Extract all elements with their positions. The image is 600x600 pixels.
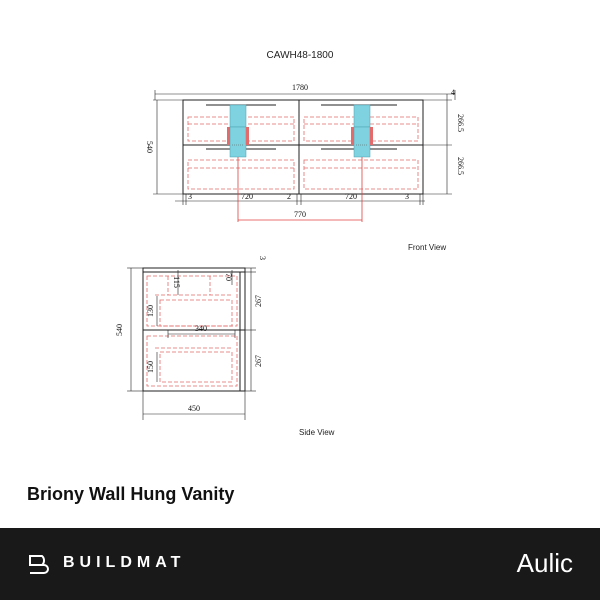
dim-right-drawer-width: 720 (345, 192, 357, 201)
product-title: Briony Wall Hung Vanity (27, 484, 235, 504)
dim-upper-drawer-marker: 130 (146, 305, 155, 317)
dim-basin-spacing: 770 (294, 210, 306, 219)
side-view-label: Side View (299, 428, 335, 437)
dim-upper-drawer-height: 267 (254, 295, 263, 307)
dim-lower-drawer-height: 267 (254, 355, 263, 367)
dim-top-gap: 4 (451, 88, 455, 97)
dim-top-rail: 70 (224, 273, 233, 281)
dim-overall-width: 1780 (292, 83, 308, 92)
dim-front-height: 540 (145, 141, 154, 153)
dim-side-height: 540 (115, 324, 124, 336)
footer (0, 528, 600, 600)
front-hidden-lines (188, 117, 418, 189)
dim-drawer-height-bottom: 266.5 (456, 157, 465, 175)
dim-middle-gap: 2 (287, 192, 291, 201)
partner-brand: Aulic (516, 548, 573, 578)
dim-drawer-height-top: 266.5 (456, 114, 465, 132)
brand-name: BUILDMAT (63, 554, 186, 571)
front-cabinet-outline (183, 100, 423, 194)
dim-top-setback: 115 (172, 276, 181, 288)
dim-lower-drawer-marker: 150 (146, 361, 155, 373)
dim-drawer-depth: 340 (195, 324, 207, 333)
model-code: CAWH48-1800 (266, 50, 334, 61)
dim-side-depth: 450 (188, 404, 200, 413)
dim-left-drawer-width: 720 (241, 192, 253, 201)
dim-right-edge: 3 (405, 192, 409, 201)
front-view-label: Front View (408, 243, 447, 252)
side-hidden-lines (147, 276, 237, 386)
dim-side-top-gap: 3 (258, 256, 267, 260)
buildmat-logo-icon (28, 554, 52, 574)
dim-left-edge: 3 (188, 192, 192, 201)
